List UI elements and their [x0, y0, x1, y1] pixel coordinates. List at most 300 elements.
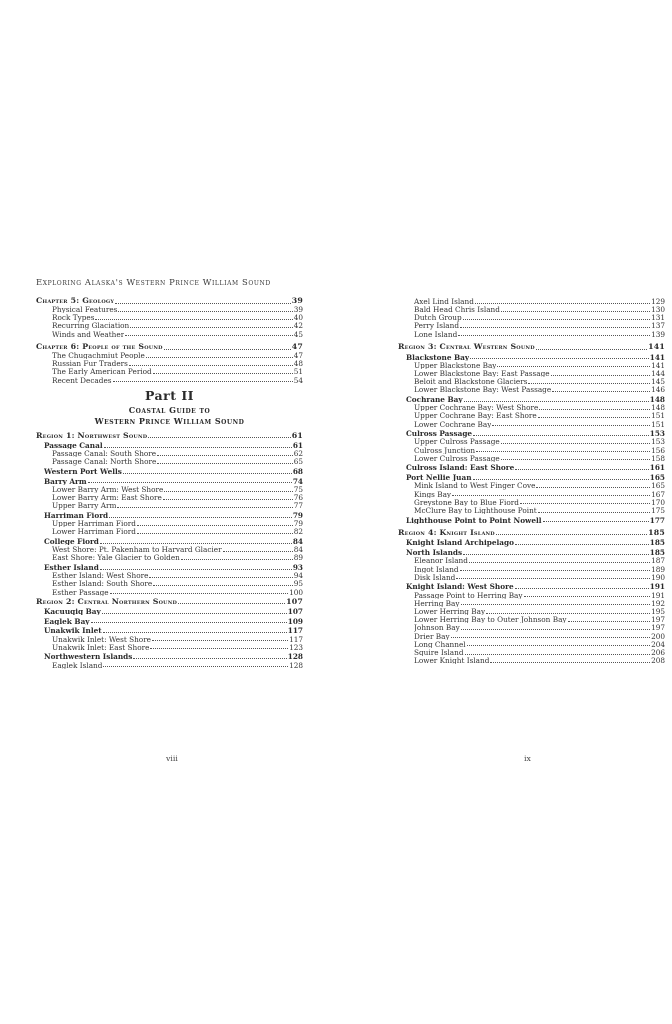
- toc-entry-label: Eaglek Bay: [44, 617, 90, 625]
- toc-page-number: 109: [287, 616, 303, 625]
- toc-entry[interactable]: [398, 615, 665, 623]
- dot-leader: [133, 658, 286, 659]
- toc-entry[interactable]: [398, 623, 665, 631]
- toc-entry-label: The Chugachmiut People: [52, 352, 145, 360]
- toc-page-number: 141: [648, 342, 665, 352]
- toc-entry-label: North Islands: [406, 549, 463, 557]
- toc-entry-label: Western Port Wells: [44, 468, 122, 476]
- toc-entry-label: Unakwik Inlet: East Shore: [52, 643, 150, 652]
- toc-page-number: 175: [651, 506, 665, 515]
- toc-entry[interactable]: [398, 573, 665, 581]
- toc-entry-label: Drier Bay: [414, 632, 450, 640]
- toc-entry-label: Lighthouse Point to Point Nowell: [406, 516, 542, 524]
- toc-page-number: 51: [293, 367, 303, 376]
- toc-entry-label: Lower Blackstone Bay: East Passage: [414, 369, 550, 378]
- dot-leader: [551, 375, 650, 376]
- toc-page-number: 75: [293, 485, 303, 494]
- toc-page-number: 165: [649, 473, 665, 482]
- toc-page-number: 185: [649, 548, 665, 557]
- toc-page-number: 144: [651, 369, 665, 378]
- toc-page-number: 185: [649, 538, 665, 547]
- toc-region-heading[interactable]: [36, 431, 303, 439]
- toc-region-heading[interactable]: [36, 597, 303, 605]
- toc-chapter-heading[interactable]: [36, 297, 303, 305]
- toc-section[interactable]: [36, 441, 303, 449]
- toc-list: [36, 485, 303, 510]
- toc-page-number: 107: [287, 607, 303, 616]
- toc-entry-label: College Fiord: [44, 538, 99, 546]
- toc-page-number: 187: [651, 556, 665, 565]
- dot-leader: [223, 551, 293, 552]
- toc-page-number: 65: [293, 457, 303, 466]
- dot-leader: [100, 569, 292, 570]
- toc-entry[interactable]: [36, 313, 303, 321]
- toc-list: [36, 545, 303, 561]
- toc-list: [36, 571, 303, 596]
- toc-entry-label: Ingot Island: [414, 565, 459, 573]
- dot-leader: [539, 409, 650, 410]
- dot-leader: [476, 451, 650, 452]
- dot-leader: [109, 517, 292, 518]
- toc-entry-label: Kings Bay: [414, 490, 452, 498]
- toc-entry-label: Lone Island: [414, 330, 458, 338]
- dot-leader: [552, 391, 650, 392]
- toc-entry-label: Region 4: Knight Island: [398, 529, 495, 538]
- dot-leader: [460, 570, 650, 571]
- toc-entry-label: Cochrane Bay: [406, 395, 463, 404]
- dot-leader: [157, 463, 292, 464]
- toc-entry[interactable]: [398, 322, 665, 330]
- toc-page-number: 191: [649, 582, 665, 591]
- dot-leader: [181, 559, 293, 560]
- toc-section[interactable]: [36, 607, 303, 615]
- toc-entry-label: Upper Blackstone Bay: [414, 361, 497, 369]
- toc-entry[interactable]: [36, 643, 303, 651]
- dot-leader: [460, 327, 650, 328]
- toc-entry[interactable]: [36, 545, 303, 553]
- toc-page-number: 82: [293, 527, 303, 536]
- toc-section[interactable]: [398, 395, 665, 403]
- toc-entry-label: Physical Features: [52, 306, 118, 314]
- toc-entry[interactable]: [36, 351, 303, 359]
- toc-entry-label: Lower Cochrane Bay: [414, 420, 492, 428]
- dot-leader: [91, 622, 287, 623]
- toc-list: [36, 635, 303, 651]
- toc-page-number: 61: [292, 441, 303, 450]
- toc-entry[interactable]: [36, 580, 303, 588]
- toc-entry[interactable]: [36, 330, 303, 338]
- toc-entry[interactable]: [398, 369, 665, 377]
- toc-chapter-heading[interactable]: [36, 343, 303, 351]
- toc-entry[interactable]: [398, 403, 665, 411]
- dot-leader: [470, 358, 649, 359]
- dot-leader: [528, 383, 650, 384]
- toc-section[interactable]: [36, 467, 303, 475]
- toc-list: [36, 661, 303, 669]
- toc-section[interactable]: [398, 548, 665, 556]
- toc-entry[interactable]: [398, 377, 665, 385]
- toc-entry-label: Mink Island to West Finger Cove: [414, 482, 536, 490]
- toc-entry-label: Northwestern Islands: [44, 653, 133, 661]
- toc-page-number: 39: [293, 305, 303, 314]
- toc-entry-label: Region 3: Central Western Sound: [398, 343, 535, 352]
- toc-page-number: 148: [651, 403, 665, 412]
- toc-entry-label: Axel Lind Island: [414, 297, 474, 306]
- dot-leader: [538, 417, 650, 418]
- toc-page-number: 95: [293, 579, 303, 588]
- toc-entry[interactable]: [36, 635, 303, 643]
- toc-section[interactable]: [398, 464, 665, 472]
- dot-leader: [153, 585, 292, 586]
- toc-entry[interactable]: [398, 498, 665, 506]
- toc-page-number: 117: [287, 626, 303, 635]
- toc-entry-label: Unakwik Inlet: [44, 627, 102, 635]
- dot-leader: [137, 533, 293, 534]
- dot-leader: [473, 479, 649, 480]
- toc-entry[interactable]: [36, 305, 303, 313]
- toc-page-number: 84: [293, 545, 303, 554]
- dot-leader: [117, 507, 292, 508]
- toc-page-number: 40: [293, 313, 303, 322]
- dot-leader: [515, 469, 649, 470]
- toc-page-number: 153: [649, 429, 665, 438]
- toc-entry-label: Lower Barry Arm: West Shore: [52, 485, 164, 494]
- toc-page-number: 77: [293, 501, 303, 510]
- toc-entry-label: Esther Passage: [52, 588, 109, 596]
- dot-leader: [469, 562, 650, 563]
- toc-page-number: 197: [651, 615, 665, 624]
- toc-page-number: 74: [292, 476, 303, 485]
- toc-page-number: 48: [293, 359, 303, 368]
- toc-section[interactable]: [36, 627, 303, 635]
- toc-page-number: 100: [289, 587, 303, 596]
- toc-entry[interactable]: [398, 305, 665, 313]
- toc-entry-label: Kacuuqiq Bay: [44, 608, 101, 616]
- toc-page-number: 128: [287, 652, 303, 661]
- toc-entry[interactable]: [398, 446, 665, 454]
- dot-leader: [178, 603, 285, 604]
- toc-entry[interactable]: [398, 640, 665, 648]
- toc-entry[interactable]: [36, 449, 303, 457]
- toc-page-number: 177: [649, 515, 665, 524]
- page-number-right: ix: [524, 754, 531, 763]
- toc-page-number: 197: [651, 623, 665, 632]
- toc-page-number: 146: [651, 385, 665, 394]
- toc-page-number: 148: [649, 395, 665, 404]
- toc-entry[interactable]: [36, 519, 303, 527]
- toc-entry[interactable]: [36, 571, 303, 579]
- toc-page-number: 54: [293, 375, 303, 384]
- toc-entry[interactable]: [398, 385, 665, 393]
- toc-page-number: 47: [293, 351, 303, 360]
- toc-entry[interactable]: [398, 490, 665, 498]
- toc-page-number: 151: [651, 419, 665, 428]
- toc-entry[interactable]: [36, 368, 303, 376]
- toc-page-number: 190: [651, 572, 665, 581]
- toc-entry-label: Esther Island: [44, 564, 99, 572]
- dot-leader: [536, 487, 650, 488]
- dot-leader: [543, 521, 649, 522]
- toc-entry-label: Eleanor Island: [414, 557, 468, 565]
- toc-entry[interactable]: [36, 485, 303, 493]
- dot-leader: [123, 473, 292, 474]
- toc-region-heading[interactable]: [398, 343, 665, 351]
- toc-entry[interactable]: [398, 313, 665, 321]
- toc-entry[interactable]: [36, 376, 303, 384]
- toc-entry-label: Upper Barry Arm: [52, 502, 117, 510]
- toc-page-number: 84: [292, 537, 303, 546]
- toc-entry[interactable]: [36, 322, 303, 330]
- dot-leader: [125, 335, 293, 336]
- toc-list: [36, 351, 303, 384]
- toc-section[interactable]: [398, 473, 665, 481]
- toc-entry-label: Harriman Fiord: [44, 511, 109, 520]
- dot-leader: [152, 640, 288, 641]
- dot-leader: [464, 401, 649, 402]
- toc-page-number: 191: [651, 590, 665, 599]
- dot-leader: [492, 425, 650, 426]
- toc-page-number: 45: [293, 329, 303, 338]
- dot-leader: [475, 303, 650, 304]
- dot-leader: [538, 512, 650, 513]
- dot-leader: [146, 357, 293, 358]
- toc-entry[interactable]: [36, 359, 303, 367]
- toc-entry-label: Lower Herring Bay to Outer Johnson Bay: [414, 616, 567, 624]
- toc-page-number: 76: [293, 493, 303, 502]
- toc-entry-label: Upper Cochrane Bay: West Shore: [414, 404, 539, 412]
- dot-leader: [456, 578, 650, 579]
- toc-entry-label: Lower Culross Passage: [414, 454, 500, 463]
- dot-leader: [153, 373, 293, 374]
- dot-leader: [451, 637, 650, 638]
- toc-page-number: 141: [651, 360, 665, 369]
- toc-entry-label: Esther Island: West Shore: [52, 572, 149, 580]
- toc-page-number: 153: [651, 437, 665, 446]
- page-number-left: viii: [166, 754, 178, 763]
- toc-page-number: 131: [651, 313, 665, 322]
- toc-page-number: 200: [651, 631, 665, 640]
- dot-leader: [95, 319, 292, 320]
- toc-page-number: 208: [651, 656, 665, 665]
- toc-page-number: 79: [293, 519, 303, 528]
- toc-page-number: 79: [292, 511, 303, 520]
- toc-list: [398, 556, 665, 581]
- toc-page-number: 189: [651, 564, 665, 573]
- toc-list: [398, 403, 665, 428]
- toc-entry[interactable]: [398, 361, 665, 369]
- dot-leader: [486, 613, 650, 614]
- toc-entry[interactable]: [398, 438, 665, 446]
- dot-leader: [463, 554, 649, 555]
- toc-entry[interactable]: [36, 527, 303, 535]
- toc-section[interactable]: [398, 539, 665, 547]
- toc-page-number: 42: [293, 321, 303, 330]
- dot-leader: [568, 621, 651, 622]
- toc-section[interactable]: [36, 653, 303, 661]
- toc-entry-label: Esther Island: South Shore: [52, 580, 153, 588]
- toc-entry[interactable]: [398, 648, 665, 656]
- toc-entry-label: McClure Bay to Lighthouse Point: [414, 506, 537, 515]
- toc-entry-label: Recurring Glaciation: [52, 322, 130, 330]
- toc-entry-label: Russian Fur Traders: [52, 360, 128, 368]
- dot-leader: [536, 349, 647, 350]
- dot-leader: [164, 349, 291, 350]
- toc-page-number: 61: [291, 431, 303, 440]
- toc-section[interactable]: [36, 511, 303, 519]
- toc-page-number: 137: [651, 321, 665, 330]
- part-subtitle-line: Coastal Guide to: [128, 405, 211, 416]
- toc-entry[interactable]: [398, 656, 665, 664]
- dot-leader: [520, 503, 650, 504]
- toc-entry[interactable]: [398, 411, 665, 419]
- dot-leader: [150, 648, 288, 649]
- toc-entry-label: West Shore: Pt. Pakenham to Harvard Glacier: [52, 546, 222, 554]
- dot-leader: [102, 613, 287, 614]
- toc-entry-label: Passage Canal: North Shore: [52, 458, 157, 466]
- toc-entry-label: Perry Island: [414, 322, 459, 330]
- toc-entry[interactable]: [36, 554, 303, 562]
- dot-leader: [473, 435, 649, 436]
- toc-entry-label: Culross Island: East Shore: [406, 464, 515, 472]
- toc-entry-label: Lower Barry Arm: East Shore: [52, 494, 162, 502]
- toc-entry-label: Region 1: Northwest Sound: [36, 431, 148, 440]
- toc-entry[interactable]: [398, 481, 665, 489]
- toc-entry-label: Culross Junction: [414, 446, 476, 454]
- toc-list: [36, 449, 303, 465]
- toc-entry-label: Upper Culross Passage: [414, 438, 500, 446]
- toc-entry[interactable]: [398, 565, 665, 573]
- dot-leader: [149, 577, 292, 578]
- toc-entry[interactable]: [398, 556, 665, 564]
- toc-entry-label: Culross Passage: [406, 430, 473, 438]
- toc-entry-label: Passage Point to Herring Bay: [414, 591, 523, 599]
- toc-entry[interactable]: [398, 330, 665, 338]
- dot-leader: [501, 311, 650, 312]
- toc-page-number: 156: [651, 445, 665, 454]
- toc-entry[interactable]: [398, 632, 665, 640]
- toc-entry[interactable]: [398, 420, 665, 428]
- toc-page-number: 141: [649, 352, 665, 361]
- toc-entry-label: Knight Island: West Shore: [406, 583, 514, 591]
- dot-leader: [129, 365, 293, 366]
- dot-leader: [110, 593, 288, 594]
- toc-section[interactable]: [398, 516, 665, 524]
- dot-leader: [515, 544, 649, 545]
- toc-section[interactable]: [36, 537, 303, 545]
- dot-leader: [452, 495, 650, 496]
- part-subtitle-line: Western Prince William Sound: [94, 416, 245, 427]
- toc-list: [36, 305, 303, 338]
- dot-leader: [157, 455, 293, 456]
- toc-entry[interactable]: [36, 457, 303, 465]
- toc-entry-label: Lower Harriman Fiord: [52, 528, 136, 536]
- toc-entry-label: Region 2: Central Northern Sound: [36, 597, 178, 606]
- toc-entry[interactable]: [398, 607, 665, 615]
- dot-leader: [467, 645, 650, 646]
- toc-page-number: 107: [286, 597, 303, 606]
- dot-leader: [100, 543, 292, 544]
- toc-page-number: 167: [651, 489, 665, 498]
- dot-leader: [496, 534, 647, 535]
- toc-region-heading[interactable]: [398, 529, 665, 537]
- toc-page-number: 93: [292, 563, 303, 572]
- dot-leader: [164, 491, 292, 492]
- running-head: Exploring Alaska's Western Prince William Sound: [36, 277, 271, 287]
- dot-leader: [461, 629, 650, 630]
- toc-entry[interactable]: [36, 493, 303, 501]
- dot-leader: [524, 596, 651, 597]
- left-page: [36, 297, 303, 669]
- dot-leader: [461, 604, 651, 605]
- dot-leader: [490, 662, 650, 663]
- toc-entry-label: Unakwik Inlet: West Shore: [52, 635, 152, 643]
- toc-section[interactable]: [398, 583, 665, 591]
- toc-page-number: 158: [651, 453, 665, 463]
- toc-entry[interactable]: [36, 661, 303, 669]
- toc-page-number: 139: [651, 329, 665, 338]
- toc-section[interactable]: [398, 353, 665, 361]
- toc-list: [36, 519, 303, 535]
- toc-page-number: 62: [293, 449, 303, 458]
- toc-entry-label: Upper Harriman Fiord: [52, 520, 136, 528]
- toc-entry[interactable]: [398, 297, 665, 305]
- toc-list: [398, 361, 665, 394]
- toc-list: [398, 297, 665, 338]
- toc-page-number: 129: [651, 297, 665, 306]
- toc-page-number: 39: [291, 297, 303, 306]
- toc-section[interactable]: [36, 477, 303, 485]
- toc-entry-label: Recent Decades: [52, 376, 112, 384]
- dot-leader: [497, 366, 650, 367]
- toc-entry-label: Barry Arm: [44, 477, 87, 485]
- toc-entry-label: Chapter 5: Geology: [36, 297, 115, 306]
- toc-page-number: 145: [651, 377, 665, 386]
- toc-entry[interactable]: [398, 454, 665, 462]
- toc-page-number: 151: [651, 411, 665, 420]
- toc-entry[interactable]: [36, 588, 303, 596]
- dot-leader: [463, 319, 650, 320]
- part-subtitle: [36, 405, 303, 427]
- dot-leader: [465, 654, 651, 655]
- toc-page-number: 89: [293, 553, 303, 562]
- toc-page-number: 185: [648, 528, 665, 538]
- toc-section[interactable]: [36, 617, 303, 625]
- toc-page-number: 130: [651, 305, 665, 314]
- toc-section[interactable]: [398, 429, 665, 437]
- dot-leader: [113, 381, 293, 382]
- toc-page-number: 161: [649, 463, 665, 472]
- toc-entry-label: Beloit and Blackstone Glaciers: [414, 378, 528, 386]
- dot-leader: [163, 499, 293, 500]
- dot-leader: [104, 447, 292, 448]
- toc-entry-label: Lower Knight Island: [414, 657, 490, 665]
- dot-leader: [115, 303, 291, 304]
- toc-entry[interactable]: [398, 591, 665, 599]
- dot-leader: [137, 525, 293, 526]
- toc-entry-label: Lower Blackstone Bay: West Passage: [414, 386, 552, 394]
- toc-entry[interactable]: [398, 506, 665, 514]
- dot-leader: [103, 632, 287, 633]
- toc-entry-label: Disk Island: [414, 573, 456, 581]
- toc-entry-label: Chapter 6: People of the Sound: [36, 343, 163, 352]
- toc-entry-label: Passage Canal: South Shore: [52, 450, 157, 458]
- toc-section[interactable]: [36, 563, 303, 571]
- toc-entry[interactable]: [36, 501, 303, 509]
- toc-page-number: 206: [651, 648, 665, 657]
- toc-entry[interactable]: [398, 599, 665, 607]
- dot-leader: [458, 335, 650, 336]
- dot-leader: [501, 459, 650, 460]
